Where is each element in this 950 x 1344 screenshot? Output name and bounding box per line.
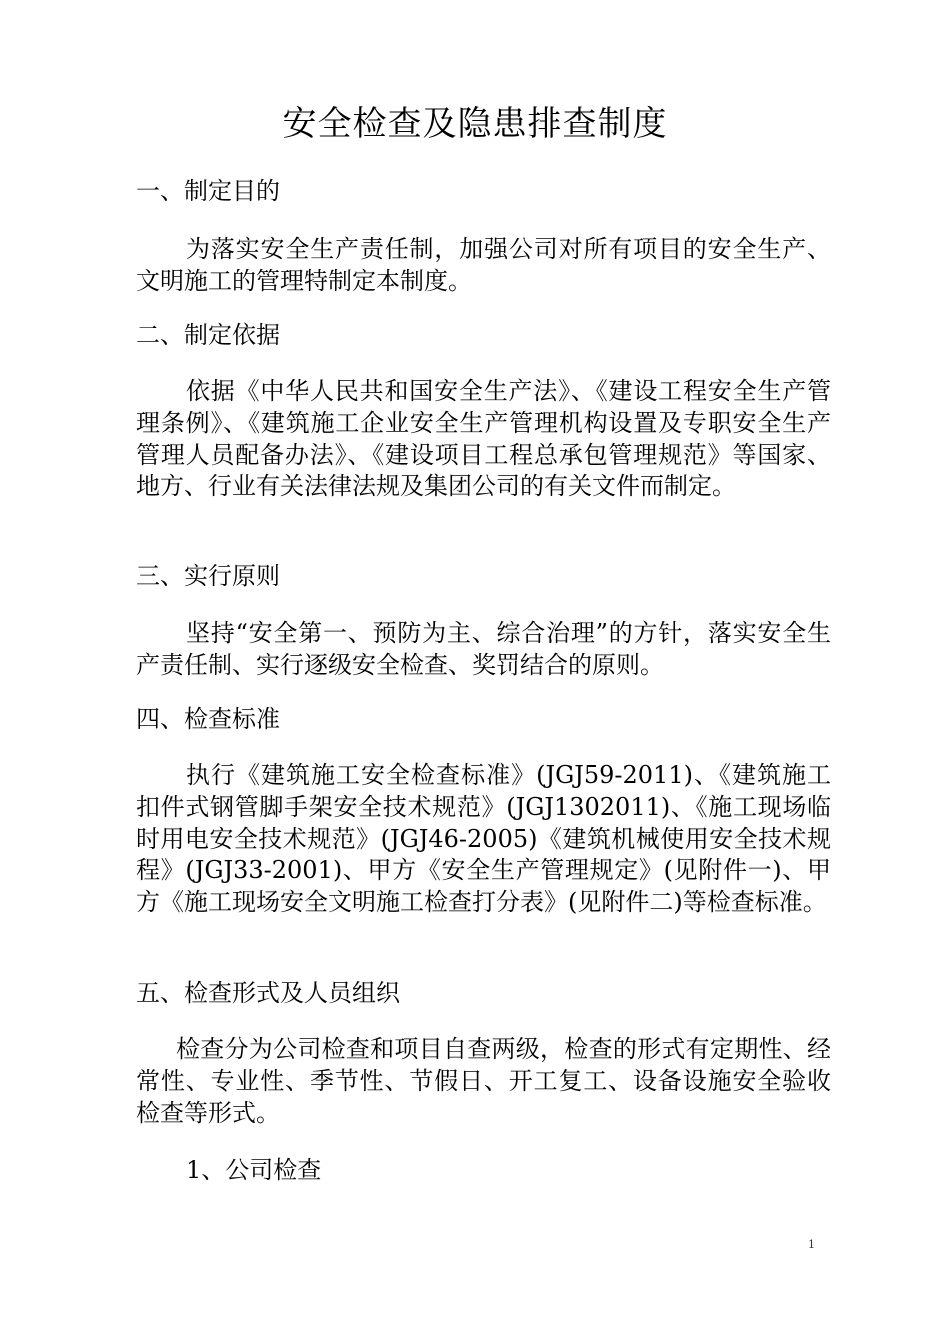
section-heading-basis: 二、制定依据: [136, 321, 280, 349]
section-paragraph-basis: 依据《中华人民共和国安全生产法》、《建设工程安全生产管理条例》、《建筑施工企业安全生产管理机构设置及专职安全生产管理人员配备办法》、《建设项目工程总承包管理规范》等国家、地方、行业有关法律法规及集团公司的有关文件而制定。: [136, 377, 831, 501]
section-paragraph-purpose: 为落实安全生产责任制，加强公司对所有项目的安全生产、文明施工的管理特制定本制度。: [136, 235, 831, 295]
section-paragraph-standards: 执行《建筑施工安全检查标准》(JGJ59-2011)、《建筑施工扣件式钢管脚手架安全技术规范》(JGJ1302011)、《施工现场临时用电安全技术规范》(JGJ46-2005)《建筑机械使用安全技术规程》(JGJ33-2001)、甲方《安全生产管理规定》(见附件一)、甲方《施工现场安全文明施工检查打分表》(见附件二)等检查标准。: [136, 761, 831, 917]
document-title: 安全检查及隐患排查制度: [282, 104, 668, 144]
section-heading-inspection-form: 五、检查形式及人员组织: [136, 979, 400, 1007]
page-number: 1: [808, 1238, 815, 1251]
subheading-company-inspection: 1、公司检查: [186, 1156, 322, 1184]
section-heading-purpose: 一、制定目的: [136, 177, 280, 205]
section-paragraph-inspection-form: 检查分为公司检查和项目自查两级，检查的形式有定期性、经常性、专业性、季节性、节假日、开工复工、设备设施安全验收检查等形式。: [136, 1035, 831, 1127]
section-heading-principle: 三、实行原则: [136, 562, 280, 590]
section-heading-standards: 四、检查标准: [136, 705, 280, 733]
section-paragraph-principle: 坚持“安全第一、预防为主、综合治理”的方针，落实安全生产责任制、实行逐级安全检查、奖罚结合的原则。: [136, 619, 831, 679]
